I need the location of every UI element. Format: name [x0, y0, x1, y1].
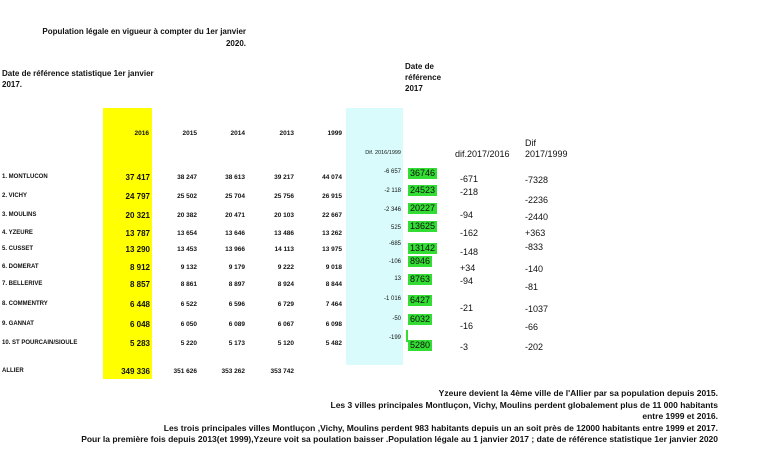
value-2013: 5 120	[277, 340, 294, 347]
value-2017: 8763	[410, 274, 431, 284]
value-2013: 20 103	[274, 212, 294, 219]
row-name: 6. DOMERAT	[2, 264, 39, 270]
value-1999: 13 262	[322, 230, 342, 237]
value-1999: 44 074	[322, 174, 342, 181]
row-name: 4. YZEURE	[2, 230, 33, 236]
value-2017: 36746	[410, 168, 436, 178]
value-2014: 5 173	[228, 340, 245, 347]
allier-row-label: ALLIER	[2, 368, 24, 374]
dif-2017-1999: -1037	[525, 304, 549, 314]
value-1999: 7 464	[325, 301, 342, 308]
value-2013: 13 486	[274, 230, 294, 237]
dif-2017-2016: +34	[460, 263, 476, 273]
dif-2016-1999: -1 016	[383, 296, 401, 302]
allier-2014: 353 262	[221, 368, 245, 375]
value-2015: 9 132	[180, 264, 197, 271]
value-2014: 13 966	[225, 246, 245, 253]
value-2015: 6 522	[180, 301, 197, 308]
value-2017: 8946	[410, 256, 431, 266]
dif-2017-1999: -7328	[525, 175, 549, 185]
value-2013: 14 113	[274, 246, 294, 253]
dif-2016-1999: 13	[394, 276, 401, 282]
value-1999: 8 844	[325, 281, 342, 288]
header-1999: 1999	[327, 130, 342, 137]
row-name: 10. ST POURCAIN/SIOULE	[2, 340, 78, 346]
value-2014: 6 089	[228, 321, 245, 328]
highlight-dif-column	[346, 108, 403, 365]
value-2014: 9 179	[228, 264, 245, 271]
value-2016: 13 787	[125, 229, 150, 238]
header-2013: 2013	[279, 130, 294, 137]
dif-2017-2016: -218	[460, 187, 479, 197]
dif-2016-1999: -106	[388, 259, 401, 265]
value-1999: 6 098	[325, 321, 342, 328]
value-2017: 6427	[410, 295, 431, 305]
value-2013: 8 924	[277, 281, 294, 288]
value-2017: 13625	[410, 221, 436, 231]
dif-2017-2016: -148	[460, 247, 479, 257]
notes-block: Yzeure devient la 4ème ville de l'Allier par sa population depuis 2015. Les 3 villes principales Montluçon, Vichy, Moulins perdent globalement plus de 11 000 habitants entre 1999 et 2016. Les trois principales villes Montluçon ,Vichy, Moulins perdent 983 habitants depuis un an soit près de 12000 habitants entre 1999 et 2017. Pour la première fois depuis 2013(et 1999),Yzeure voit sa poulation baisser .Population légale au 1 janvier 2017 ; date de référence statistique 1er janvier 2020	[81, 388, 718, 445]
reference-date-label: Date de référence statistique 1er janvier 2017.	[2, 69, 154, 89]
value-2016: 6 448	[129, 300, 150, 309]
row-name: 2. VICHY	[2, 193, 28, 199]
dif-2017-1999: -833	[525, 242, 544, 252]
row-name: 1. MONTLUCON	[2, 174, 48, 180]
dif-2017-2016: -162	[460, 228, 479, 238]
value-2015: 20 382	[177, 212, 197, 219]
value-2013: 6 729	[277, 301, 294, 308]
value-1999: 5 482	[325, 340, 342, 347]
dif-2017-2016: -3	[460, 342, 469, 352]
header-2015: 2015	[182, 130, 197, 137]
dif-2016-1999: -685	[388, 241, 401, 247]
value-2015: 38 247	[177, 174, 197, 181]
value-1999: 9 018	[325, 264, 342, 271]
dif-2016-1999: 525	[390, 225, 401, 231]
value-2014: 6 596	[228, 301, 245, 308]
dif-2017-2016: -94	[460, 276, 474, 286]
dif-2017-2016: -16	[460, 321, 474, 331]
allier-2013: 353 742	[270, 368, 294, 375]
allier-2016: 349 336	[121, 367, 150, 376]
dif-2017-1999: -202	[525, 342, 544, 352]
value-2017: 5280	[410, 340, 431, 350]
dif-2017-2016: -94	[460, 210, 474, 220]
value-2013: 39 217	[274, 174, 294, 181]
value-2016: 8 912	[129, 263, 150, 272]
value-2016: 20 321	[125, 211, 150, 220]
value-2013: 25 756	[274, 193, 294, 200]
value-1999: 26 915	[322, 193, 342, 200]
value-2014: 13 646	[225, 230, 245, 237]
value-2015: 5 220	[180, 340, 197, 347]
dif-2016-1999: -2 346	[383, 207, 401, 213]
value-2016: 5 283	[129, 339, 150, 348]
header-dif-2017-2016: dif.2017/2016	[455, 149, 510, 159]
green-marker-bar	[406, 330, 408, 342]
reference-2017-label: Date de référence 2017	[405, 62, 442, 93]
value-2016: 24 797	[125, 192, 150, 201]
dif-2017-2016: -671	[460, 174, 479, 184]
allier-2015: 351 626	[173, 368, 197, 375]
header-dif-2016-1999: Dif. 2016/1999	[365, 150, 401, 156]
value-2015: 6 050	[180, 321, 197, 328]
value-2015: 8 861	[180, 281, 197, 288]
dif-2017-1999: -2236	[525, 195, 549, 205]
dif-2016-1999: -2 118	[384, 188, 401, 194]
value-2013: 9 222	[277, 264, 294, 271]
value-2015: 13 453	[177, 246, 197, 253]
row-name: 7. BELLERIVE	[2, 281, 43, 287]
value-2016: 6 048	[129, 320, 150, 329]
value-2014: 38 613	[225, 174, 245, 181]
row-name: 3. MOULINS	[2, 212, 37, 218]
dif-2017-2016: -21	[460, 303, 474, 313]
row-name: 5. CUSSET	[2, 246, 34, 252]
value-2017: 20227	[410, 203, 436, 213]
value-2013: 6 067	[277, 321, 294, 328]
dif-2017-1999: -2440	[525, 212, 549, 222]
value-2017: 6032	[410, 314, 431, 324]
value-2014: 8 897	[228, 281, 245, 288]
dif-2017-1999: -140	[525, 264, 544, 274]
dif-2016-1999: -6 657	[383, 169, 401, 175]
value-2014: 20 471	[225, 212, 245, 219]
value-2014: 25 704	[225, 193, 245, 200]
dif-2016-1999: -199	[388, 335, 401, 341]
row-name: 8. COMMENTRY	[2, 301, 48, 307]
header-dif-2017-1999: Dif 2017/1999	[525, 138, 568, 159]
header-2014: 2014	[230, 130, 245, 137]
value-2015: 13 654	[177, 230, 197, 237]
dif-2016-1999: -50	[392, 316, 401, 322]
row-name: 9. GANNAT	[2, 321, 34, 327]
header-2016: 2016	[134, 130, 149, 137]
value-2017: 24523	[410, 185, 436, 195]
value-1999: 13 975	[322, 246, 342, 253]
value-2015: 25 502	[177, 193, 197, 200]
dif-2017-1999: -66	[525, 322, 539, 332]
value-1999: 22 667	[322, 212, 342, 219]
value-2016: 13 290	[125, 245, 150, 254]
value-2017: 13142	[410, 243, 436, 253]
table-title: Population légale en vigueur à compter du 1er janvier 2020.	[42, 27, 246, 48]
value-2016: 8 857	[129, 280, 150, 289]
dif-2017-1999: -81	[525, 282, 539, 292]
dif-2017-1999: +363	[525, 228, 546, 238]
value-2016: 37 417	[125, 173, 150, 182]
